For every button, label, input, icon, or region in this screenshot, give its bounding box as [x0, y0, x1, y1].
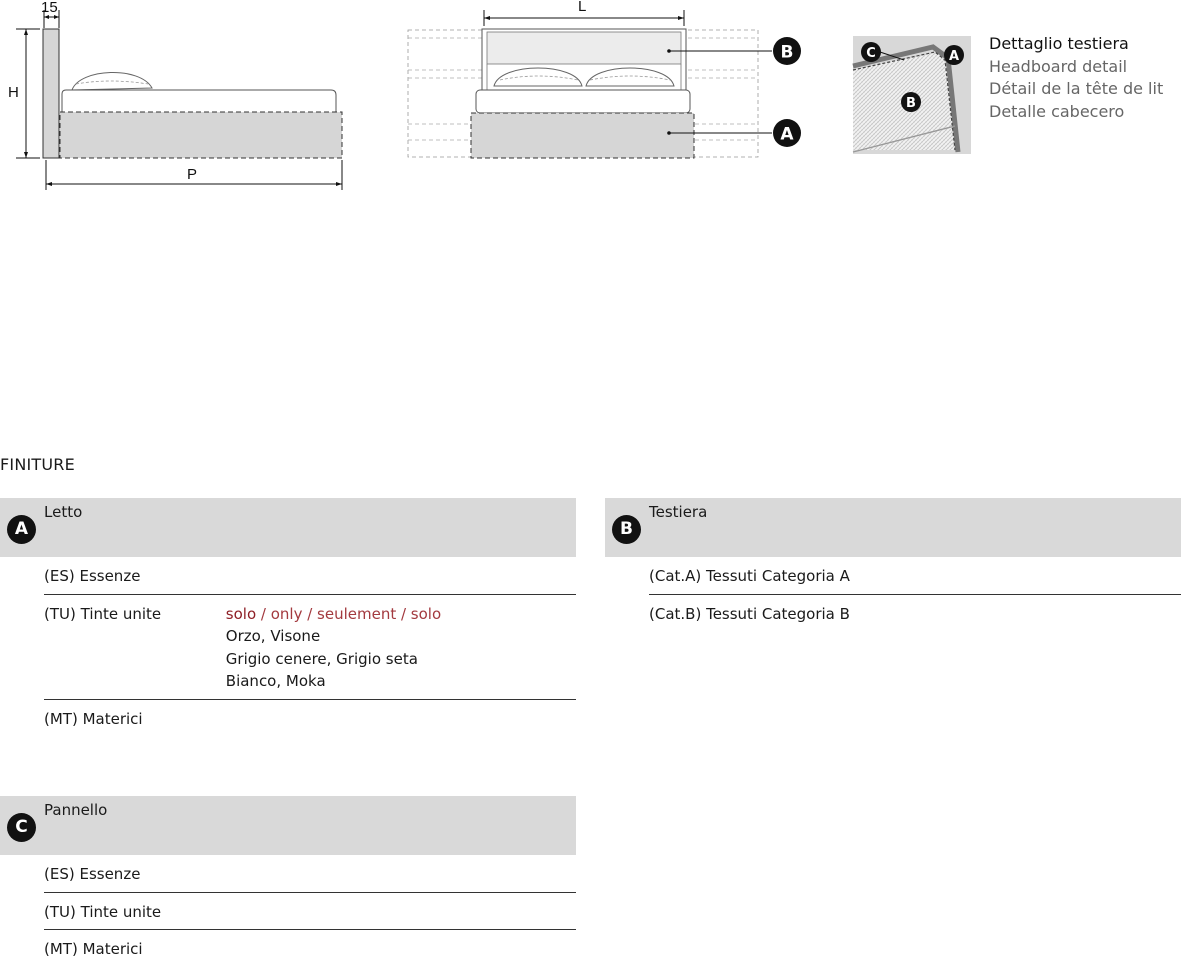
headboard-detail-caption [989, 33, 1163, 123]
finish-row [649, 557, 1181, 595]
side-height-label: H [8, 84, 19, 101]
block-header [605, 498, 1181, 557]
finish-code: (ES) Essenze [44, 865, 141, 883]
badge-b: B [612, 515, 641, 544]
badge-a: A [7, 515, 36, 544]
finish-code: (ES) Essenze [44, 567, 141, 585]
detail-marker-a: A [948, 49, 960, 64]
finish-code: (TU) Tinte unite [44, 902, 162, 921]
restriction-note [226, 605, 441, 623]
finish-row [44, 557, 576, 595]
finish-row [649, 595, 1181, 632]
color-option: Bianco, Moka [225, 672, 326, 690]
finish-row [44, 930, 576, 967]
finish-block-pannello [0, 796, 576, 967]
color-option: Orzo, Visone [225, 627, 321, 645]
finish-code: (MT) Materici [44, 940, 143, 958]
front-width-label: L [578, 0, 587, 15]
caption-french: Détail de la tête de lit [989, 79, 1164, 98]
front-view-drawing [408, 0, 801, 158]
finish-row [44, 595, 576, 700]
finish-block-testiera [605, 498, 1181, 631]
badge-c: C [7, 813, 36, 842]
block-header [0, 796, 576, 855]
finish-code: (MT) Materici [44, 709, 143, 728]
finish-code: (TU) Tinte unite [44, 604, 162, 623]
finish-values [226, 603, 441, 693]
finish-row [44, 700, 576, 737]
headboard-detail-drawing [853, 36, 971, 154]
finish-row [44, 893, 576, 931]
caption-spanish: Detalle cabecero [989, 101, 1125, 121]
block-title: Testiera [649, 503, 708, 521]
block-title: Pannello [44, 801, 108, 819]
finish-row [44, 855, 576, 893]
side-view-drawing [8, 0, 342, 190]
marker-a-label: A [780, 124, 794, 145]
caption-english: Headboard detail [989, 56, 1128, 76]
finish-code: (Cat.B) Tessuti Categoria B [649, 604, 850, 623]
color-option: Grigio cenere, Grigio seta [225, 649, 418, 668]
caption-italian: Dettaglio testiera [989, 34, 1129, 53]
finishes-section-title: FINITURE [0, 455, 75, 474]
detail-marker-b: B [906, 96, 916, 111]
block-header [0, 498, 576, 557]
block-title: Letto [44, 503, 83, 521]
detail-marker-c: C [866, 46, 876, 61]
marker-b-label: B [780, 42, 794, 63]
side-depth-label: P [187, 166, 198, 183]
restriction-word: solo [225, 604, 257, 623]
restriction-translations: / only / seulement / solo [256, 604, 442, 623]
side-thickness-label: 15 [41, 0, 58, 16]
finish-block-letto [0, 498, 576, 736]
finish-code: (Cat.A) Tessuti Categoria A [649, 567, 850, 585]
